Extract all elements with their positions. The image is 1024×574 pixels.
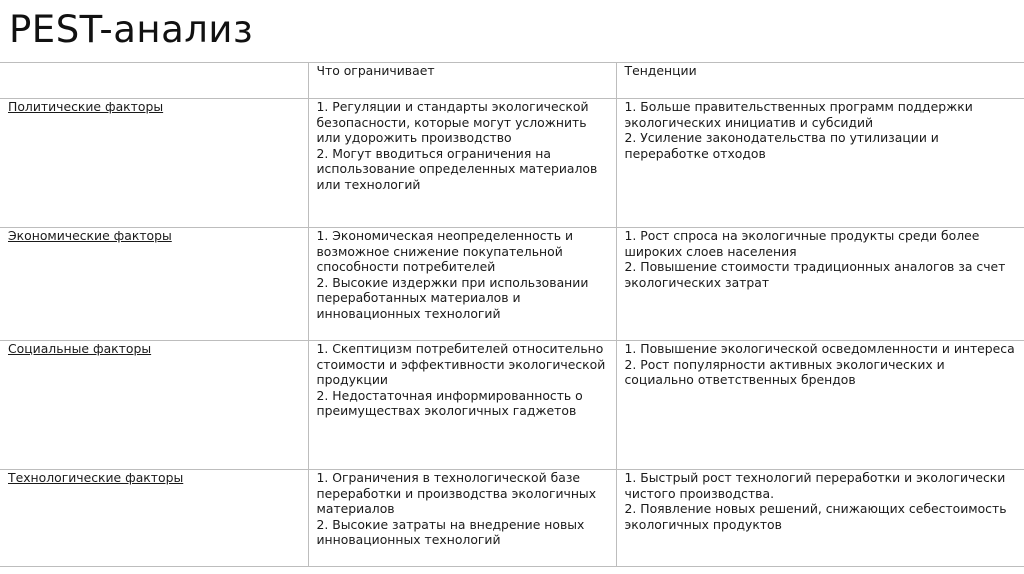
factor-technological: Технологические факторы [8,470,184,485]
limits-item: 2. Высокие затраты на внедрение новых инновационных технологий [316,516,585,547]
limits-cell [308,228,616,341]
trends-cell [616,99,1024,228]
header-limits: Что ограничивает [308,63,616,99]
limits-item: 2. Могут вводиться ограничения на использование определенных материалов или технологий [316,145,598,192]
factor-economic: Экономические факторы [8,228,172,243]
table-row-economic [0,228,1024,341]
factor-cell [0,470,308,567]
limits-item: 2. Недостаточная информированность о преимуществах экологичных гаджетов [316,387,583,418]
table-row-social [0,341,1024,470]
trends-item: 2. Рост популярности активных экологических и социально ответственных брендов [624,356,945,387]
trends-cell [616,341,1024,470]
trends-item: 2. Усиление законодательства по утилизации и переработке отходов [624,130,939,161]
header-trends: Тенденции [616,63,1024,99]
trends-item: 1. Больше правительственных программ поддержки экологических инициатив и субсидий [624,99,973,130]
factor-cell [0,228,308,341]
trends-item: 1. Рост спроса на экологичные продукты среди более широких слоев населения [624,228,980,259]
trends-item: 1. Быстрый рост технологий переработки и экологически чистого производства. [624,470,1006,501]
limits-cell [308,341,616,470]
trends-item: 2. Повышение стоимости традиционных аналогов за счет экологических затрат [624,259,1006,290]
factor-cell [0,99,308,228]
limits-item: 1. Скептицизм потребителей относительно стоимости и эффективности экологической продукции [316,341,606,387]
limits-item: 2. Высокие издержки при использовании переработанных материалов и инновационных технологий [316,274,589,321]
trends-item: 2. Появление новых решений, снижающих себестоимость экологичных продуктов [624,501,1007,532]
table-row-technological [0,470,1024,567]
limits-item: 1. Регуляции и стандарты экологической безопасности, которые могут усложнить или удорожить производство [316,99,589,145]
trends-cell [616,470,1024,567]
factor-social: Социальные факторы [8,341,152,356]
limits-item: 1. Ограничения в технологической базе переработки и производства экологичных материалов [316,470,597,516]
limits-cell [308,99,616,228]
header-factor [0,63,308,99]
page-title: PEST-анализ [9,8,254,51]
pest-table [0,62,1024,567]
trends-item: 1. Повышение экологической осведомленности и интереса [624,341,1015,356]
factor-political: Политические факторы [8,99,164,114]
limits-item: 1. Экономическая неопределенность и возможное снижение покупательной способности потребителей [316,228,574,274]
limits-cell [308,470,616,567]
factor-cell [0,341,308,470]
table-header-row [0,63,1024,99]
trends-cell [616,228,1024,341]
table-row-political [0,99,1024,228]
